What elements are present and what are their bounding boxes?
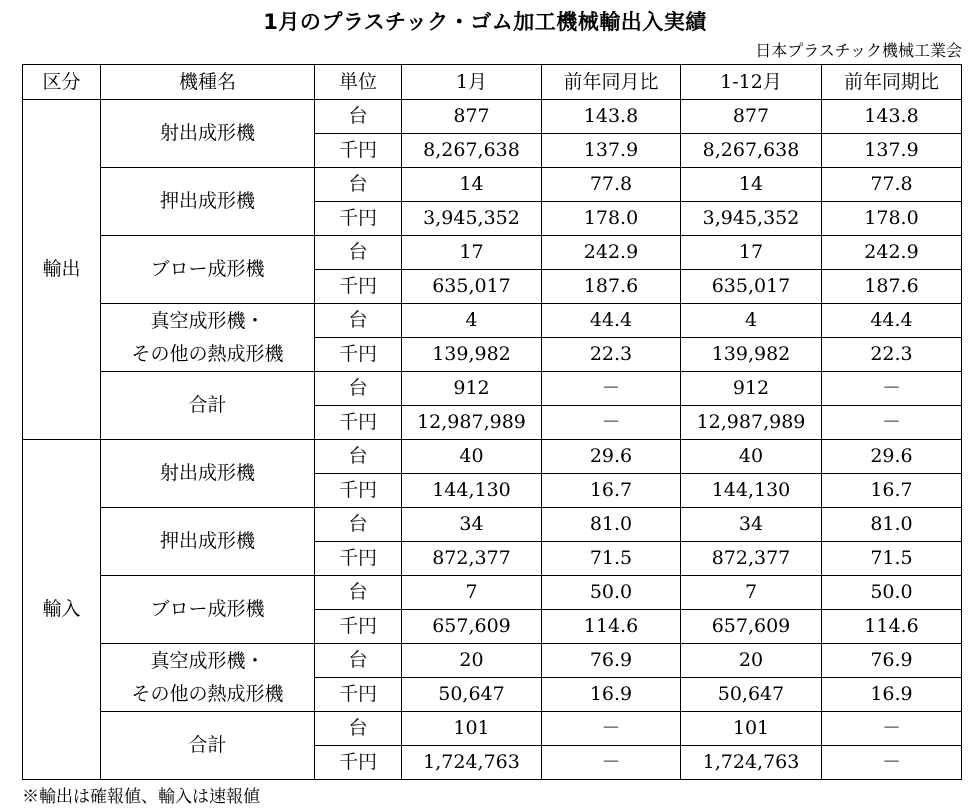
ytd-value: 3,945,352 <box>681 202 822 236</box>
month-value: 20 <box>402 644 542 678</box>
ytd-value: 912 <box>681 372 822 406</box>
unit-cell: 千円 <box>315 270 402 304</box>
ytd-ratio: － <box>822 712 962 746</box>
ytd-ratio: － <box>822 372 962 406</box>
ytd-ratio: 178.0 <box>822 202 962 236</box>
section-label: 輸出 <box>23 100 101 440</box>
unit-cell: 台 <box>315 304 402 338</box>
unit-cell: 台 <box>315 576 402 610</box>
machine-name-line: 射出成形機 <box>159 462 255 484</box>
page-title: 1月のプラスチック・ゴム加工機械輸出入実績 <box>263 10 707 34</box>
header-month: 1月 <box>402 65 542 100</box>
ytd-ratio: 44.4 <box>822 304 962 338</box>
ytd-value: 139,982 <box>681 338 822 372</box>
machine-name-line: その他の熱成形機 <box>131 682 284 705</box>
month-value: 657,609 <box>402 610 542 644</box>
month-value: 4 <box>402 304 542 338</box>
machine-name-line: 合計 <box>188 734 227 756</box>
ytd-ratio: 137.9 <box>822 134 962 168</box>
header-ytd: 1-12月 <box>681 65 822 100</box>
ytd-ratio: － <box>822 406 962 440</box>
unit-cell: 千円 <box>315 134 402 168</box>
table-row <box>23 644 962 678</box>
month-ratio: 71.5 <box>542 542 681 576</box>
ytd-ratio: 77.8 <box>822 168 962 202</box>
header-month-ratio: 前年同月比 <box>542 65 681 100</box>
month-ratio: 77.8 <box>542 168 681 202</box>
machine-name-line: ブロー成形機 <box>150 258 265 280</box>
header-row <box>23 65 962 100</box>
ytd-ratio: 16.7 <box>822 474 962 508</box>
ytd-value: 12,987,989 <box>681 406 822 440</box>
ytd-value: 7 <box>681 576 822 610</box>
ytd-ratio: 242.9 <box>822 236 962 270</box>
unit-cell: 台 <box>315 440 402 474</box>
month-ratio: 187.6 <box>542 270 681 304</box>
unit-cell: 台 <box>315 644 402 678</box>
ytd-value: 877 <box>681 100 822 134</box>
unit-cell: 千円 <box>315 746 402 780</box>
ytd-ratio: － <box>822 746 962 780</box>
machine-name <box>101 236 315 304</box>
month-value: 7 <box>402 576 542 610</box>
header-unit: 単位 <box>315 65 402 100</box>
ytd-value: 17 <box>681 236 822 270</box>
machine-name <box>101 508 315 576</box>
unit-cell: 千円 <box>315 610 402 644</box>
machine-name <box>101 576 315 644</box>
month-ratio: 44.4 <box>542 304 681 338</box>
month-ratio: － <box>542 746 681 780</box>
ytd-value: 8,267,638 <box>681 134 822 168</box>
unit-cell: 台 <box>315 236 402 270</box>
ytd-ratio: 16.9 <box>822 678 962 712</box>
machine-name <box>101 100 315 168</box>
ytd-value: 635,017 <box>681 270 822 304</box>
ytd-value: 14 <box>681 168 822 202</box>
ytd-ratio: 50.0 <box>822 576 962 610</box>
unit-cell: 千円 <box>315 406 402 440</box>
table-row <box>23 372 962 406</box>
month-value: 12,987,989 <box>402 406 542 440</box>
ytd-value: 144,130 <box>681 474 822 508</box>
machine-name-line: 射出成形機 <box>159 122 255 144</box>
month-value: 3,945,352 <box>402 202 542 236</box>
ytd-ratio: 29.6 <box>822 440 962 474</box>
month-ratio: 143.8 <box>542 100 681 134</box>
month-ratio: － <box>542 712 681 746</box>
machine-name-line: 真空成形機・ <box>150 649 265 672</box>
unit-cell: 台 <box>315 100 402 134</box>
month-value: 912 <box>402 372 542 406</box>
month-ratio: － <box>542 406 681 440</box>
machine-name-line: その他の熱成形機 <box>131 342 284 365</box>
unit-cell: 台 <box>315 168 402 202</box>
footnote: ※輸出は確報値、輸入は速報値 <box>22 787 260 807</box>
machine-name-line: ブロー成形機 <box>150 598 265 620</box>
month-ratio: 137.9 <box>542 134 681 168</box>
month-value: 635,017 <box>402 270 542 304</box>
table-row <box>23 576 962 610</box>
ytd-ratio: 22.3 <box>822 338 962 372</box>
month-ratio: 16.7 <box>542 474 681 508</box>
ytd-ratio: 81.0 <box>822 508 962 542</box>
month-ratio: 29.6 <box>542 440 681 474</box>
trade-table <box>22 64 962 780</box>
ytd-value: 101 <box>681 712 822 746</box>
machine-name-line: 真空成形機・ <box>150 309 265 332</box>
month-ratio: 22.3 <box>542 338 681 372</box>
ytd-value: 1,724,763 <box>681 746 822 780</box>
month-value: 1,724,763 <box>402 746 542 780</box>
month-value: 101 <box>402 712 542 746</box>
machine-name <box>101 712 315 780</box>
machine-name <box>101 304 315 372</box>
ytd-value: 657,609 <box>681 610 822 644</box>
machine-name <box>101 644 315 712</box>
machine-name-line: 押出成形機 <box>159 190 255 212</box>
month-value: 34 <box>402 508 542 542</box>
ytd-value: 40 <box>681 440 822 474</box>
header-category: 区分 <box>23 65 101 100</box>
table-row <box>23 440 962 474</box>
month-ratio: 114.6 <box>542 610 681 644</box>
month-ratio: 50.0 <box>542 576 681 610</box>
table-row <box>23 712 962 746</box>
ytd-value: 34 <box>681 508 822 542</box>
ytd-ratio: 71.5 <box>822 542 962 576</box>
month-ratio: 178.0 <box>542 202 681 236</box>
machine-name <box>101 372 315 440</box>
table-row <box>23 100 962 134</box>
unit-cell: 台 <box>315 712 402 746</box>
month-value: 139,982 <box>402 338 542 372</box>
month-ratio: 16.9 <box>542 678 681 712</box>
month-value: 877 <box>402 100 542 134</box>
unit-cell: 台 <box>315 508 402 542</box>
month-ratio: － <box>542 372 681 406</box>
month-value: 50,647 <box>402 678 542 712</box>
month-ratio: 242.9 <box>542 236 681 270</box>
ytd-value: 50,647 <box>681 678 822 712</box>
header-ytd-ratio: 前年同期比 <box>822 65 962 100</box>
unit-cell: 千円 <box>315 338 402 372</box>
table-row <box>23 236 962 270</box>
ytd-ratio: 187.6 <box>822 270 962 304</box>
unit-cell: 千円 <box>315 202 402 236</box>
unit-cell: 千円 <box>315 678 402 712</box>
ytd-value: 4 <box>681 304 822 338</box>
source-label: 日本プラスチック機械工業会 <box>755 41 962 60</box>
table-row <box>23 508 962 542</box>
ytd-ratio: 143.8 <box>822 100 962 134</box>
unit-cell: 千円 <box>315 542 402 576</box>
unit-cell: 千円 <box>315 474 402 508</box>
machine-name <box>101 168 315 236</box>
ytd-ratio: 76.9 <box>822 644 962 678</box>
machine-name-line: 合計 <box>188 394 227 416</box>
header-machine: 機種名 <box>101 65 315 100</box>
ytd-ratio: 114.6 <box>822 610 962 644</box>
month-value: 8,267,638 <box>402 134 542 168</box>
table-row <box>23 304 962 338</box>
month-value: 40 <box>402 440 542 474</box>
month-ratio: 81.0 <box>542 508 681 542</box>
month-value: 144,130 <box>402 474 542 508</box>
month-value: 14 <box>402 168 542 202</box>
table-row <box>23 168 962 202</box>
section-label: 輸入 <box>23 440 101 780</box>
ytd-value: 20 <box>681 644 822 678</box>
machine-name-line: 押出成形機 <box>159 530 255 552</box>
ytd-value: 872,377 <box>681 542 822 576</box>
month-value: 17 <box>402 236 542 270</box>
unit-cell: 台 <box>315 372 402 406</box>
month-value: 872,377 <box>402 542 542 576</box>
machine-name <box>101 440 315 508</box>
month-ratio: 76.9 <box>542 644 681 678</box>
